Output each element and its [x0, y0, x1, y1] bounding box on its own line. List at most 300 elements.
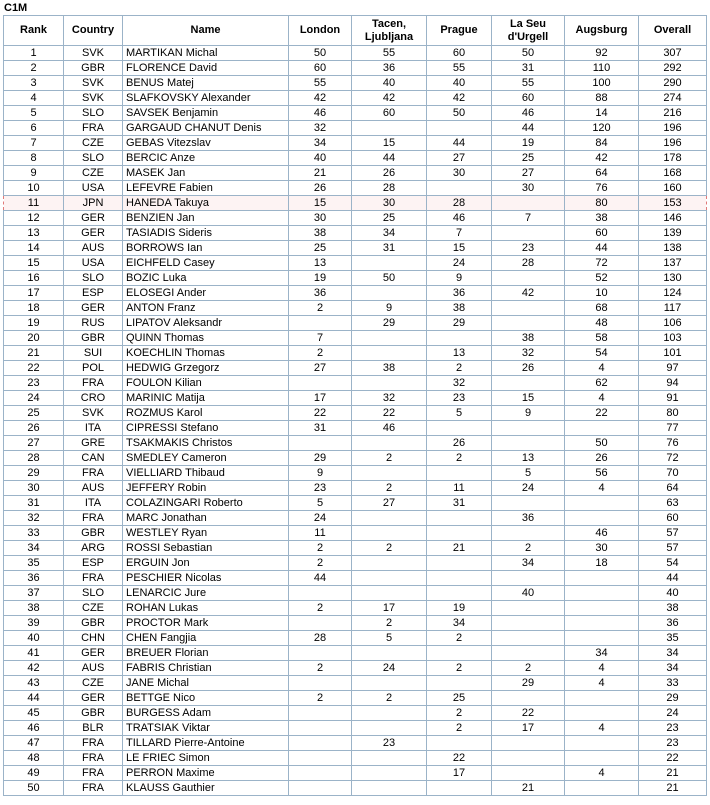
- name-cell: VIELLIARD Thibaud: [123, 466, 289, 481]
- london-cell: 2: [289, 346, 352, 361]
- la-seu-cell: [492, 751, 565, 766]
- overall-cell: 130: [639, 271, 707, 286]
- table-row[interactable]: [4, 676, 707, 691]
- table-row[interactable]: [4, 241, 707, 256]
- la-seu-cell: [492, 646, 565, 661]
- rank-cell: 49: [4, 766, 64, 781]
- table-row[interactable]: [4, 511, 707, 526]
- country-cell: SUI: [64, 346, 123, 361]
- table-row[interactable]: [4, 661, 707, 676]
- london-cell: 24: [289, 511, 352, 526]
- table-row[interactable]: [4, 376, 707, 391]
- header-rank[interactable]: Rank: [4, 16, 64, 46]
- overall-cell: 21: [639, 781, 707, 796]
- table-row[interactable]: [4, 316, 707, 331]
- table-row[interactable]: [4, 616, 707, 631]
- tacen-cell: 9: [352, 301, 427, 316]
- rank-cell: 32: [4, 511, 64, 526]
- prague-cell: 13: [427, 346, 492, 361]
- la-seu-cell: 5: [492, 466, 565, 481]
- prague-cell: 2: [427, 451, 492, 466]
- rank-cell: 5: [4, 106, 64, 121]
- prague-cell: 36: [427, 286, 492, 301]
- table-row[interactable]: [4, 481, 707, 496]
- table-row[interactable]: [4, 256, 707, 271]
- overall-cell: 91: [639, 391, 707, 406]
- overall-cell: 196: [639, 121, 707, 136]
- augsburg-cell: 38: [565, 211, 639, 226]
- la-seu-cell: 2: [492, 541, 565, 556]
- tacen-cell: 24: [352, 661, 427, 676]
- table-row[interactable]: [4, 346, 707, 361]
- la-seu-cell: [492, 616, 565, 631]
- london-cell: 42: [289, 91, 352, 106]
- table-row[interactable]: [4, 61, 707, 76]
- la-seu-cell: 28: [492, 256, 565, 271]
- table-row[interactable]: [4, 391, 707, 406]
- table-row[interactable]: [4, 406, 707, 421]
- augsburg-cell: 76: [565, 181, 639, 196]
- augsburg-cell: 26: [565, 451, 639, 466]
- tacen-cell: 38: [352, 361, 427, 376]
- overall-cell: 146: [639, 211, 707, 226]
- table-row[interactable]: [4, 781, 707, 796]
- prague-cell: 46: [427, 211, 492, 226]
- tacen-cell: 28: [352, 181, 427, 196]
- country-cell: GER: [64, 211, 123, 226]
- augsburg-cell: [565, 496, 639, 511]
- table-row[interactable]: [4, 91, 707, 106]
- london-cell: 21: [289, 166, 352, 181]
- london-cell: 11: [289, 526, 352, 541]
- augsburg-cell: 4: [565, 721, 639, 736]
- rank-cell: 1: [4, 46, 64, 61]
- augsburg-cell: 34: [565, 646, 639, 661]
- overall-cell: 24: [639, 706, 707, 721]
- tacen-cell: 40: [352, 76, 427, 91]
- tacen-cell: [352, 706, 427, 721]
- london-cell: 2: [289, 601, 352, 616]
- country-cell: SLO: [64, 151, 123, 166]
- prague-cell: 34: [427, 616, 492, 631]
- rank-cell: 34: [4, 541, 64, 556]
- overall-cell: 106: [639, 316, 707, 331]
- augsburg-cell: 110: [565, 61, 639, 76]
- prague-cell: [427, 646, 492, 661]
- table-row[interactable]: [4, 76, 707, 91]
- country-cell: GBR: [64, 61, 123, 76]
- tacen-cell: [352, 331, 427, 346]
- la-seu-cell: 19: [492, 136, 565, 151]
- tacen-cell: [352, 781, 427, 796]
- rank-cell: 15: [4, 256, 64, 271]
- prague-cell: 50: [427, 106, 492, 121]
- rank-cell: 21: [4, 346, 64, 361]
- table-row[interactable]: [4, 331, 707, 346]
- prague-cell: 27: [427, 151, 492, 166]
- tacen-cell: 27: [352, 496, 427, 511]
- augsburg-cell: 64: [565, 166, 639, 181]
- tacen-cell: 22: [352, 406, 427, 421]
- la-seu-cell: 25: [492, 151, 565, 166]
- rank-cell: 17: [4, 286, 64, 301]
- augsburg-cell: 54: [565, 346, 639, 361]
- name-cell: ELOSEGI Ander: [123, 286, 289, 301]
- name-cell: BORROWS Ian: [123, 241, 289, 256]
- rank-cell: 3: [4, 76, 64, 91]
- name-cell: JEFFERY Robin: [123, 481, 289, 496]
- header-tacen-ljubljana[interactable]: Tacen, Ljubljana: [352, 16, 427, 46]
- rank-cell: 24: [4, 391, 64, 406]
- rank-cell: 13: [4, 226, 64, 241]
- overall-cell: 160: [639, 181, 707, 196]
- augsburg-cell: 46: [565, 526, 639, 541]
- name-cell: SAVSEK Benjamin: [123, 106, 289, 121]
- la-seu-cell: [492, 736, 565, 751]
- country-cell: USA: [64, 256, 123, 271]
- london-cell: 38: [289, 226, 352, 241]
- rank-cell: 50: [4, 781, 64, 796]
- table-row[interactable]: [4, 271, 707, 286]
- rank-cell: 9: [4, 166, 64, 181]
- prague-cell: 21: [427, 541, 492, 556]
- prague-cell: 2: [427, 721, 492, 736]
- rank-cell: 33: [4, 526, 64, 541]
- table-row[interactable]: [4, 361, 707, 376]
- name-cell: MARC Jonathan: [123, 511, 289, 526]
- table-row[interactable]: [4, 106, 707, 121]
- augsburg-cell: 68: [565, 301, 639, 316]
- country-cell: GER: [64, 646, 123, 661]
- name-cell: LIPATOV Aleksandr: [123, 316, 289, 331]
- augsburg-cell: 48: [565, 316, 639, 331]
- tacen-cell: 34: [352, 226, 427, 241]
- la-seu-cell: [492, 601, 565, 616]
- table-caption: C1M: [4, 2, 28, 14]
- table-row[interactable]: [4, 631, 707, 646]
- table-row[interactable]: [4, 556, 707, 571]
- country-cell: CZE: [64, 136, 123, 151]
- la-seu-cell: 46: [492, 106, 565, 121]
- header-name[interactable]: Name: [123, 16, 289, 46]
- tacen-cell: [352, 751, 427, 766]
- rank-cell: 42: [4, 661, 64, 676]
- table-row[interactable]: [4, 46, 707, 61]
- table-row[interactable]: [4, 121, 707, 136]
- prague-cell: [427, 526, 492, 541]
- table-row[interactable]: [4, 691, 707, 706]
- country-cell: GBR: [64, 526, 123, 541]
- augsburg-cell: 72: [565, 256, 639, 271]
- augsburg-cell: 100: [565, 76, 639, 91]
- table-row[interactable]: [4, 736, 707, 751]
- la-seu-cell: 9: [492, 406, 565, 421]
- augsburg-cell: [565, 781, 639, 796]
- tacen-cell: 60: [352, 106, 427, 121]
- prague-cell: 31: [427, 496, 492, 511]
- table-row[interactable]: [4, 226, 707, 241]
- name-cell: LEFEVRE Fabien: [123, 181, 289, 196]
- country-cell: SVK: [64, 76, 123, 91]
- table-row[interactable]: [4, 151, 707, 166]
- prague-cell: [427, 736, 492, 751]
- augsburg-cell: 84: [565, 136, 639, 151]
- overall-cell: 57: [639, 541, 707, 556]
- tacen-cell: 36: [352, 61, 427, 76]
- london-cell: [289, 676, 352, 691]
- header-augsburg[interactable]: Augsburg: [565, 16, 639, 46]
- prague-cell: 42: [427, 91, 492, 106]
- header-london[interactable]: London: [289, 16, 352, 46]
- country-cell: GER: [64, 301, 123, 316]
- la-seu-cell: 30: [492, 181, 565, 196]
- overall-cell: 60: [639, 511, 707, 526]
- tacen-cell: 55: [352, 46, 427, 61]
- table-row[interactable]: [4, 721, 707, 736]
- augsburg-cell: 22: [565, 406, 639, 421]
- augsburg-cell: [565, 631, 639, 646]
- header-la-seu-durgell[interactable]: La Seu d'Urgell: [492, 16, 565, 46]
- country-cell: CAN: [64, 451, 123, 466]
- tacen-cell: [352, 121, 427, 136]
- table-row[interactable]: [4, 766, 707, 781]
- name-cell: GARGAUD CHANUT Denis: [123, 121, 289, 136]
- overall-cell: 290: [639, 76, 707, 91]
- table-row[interactable]: [4, 526, 707, 541]
- la-seu-cell: 31: [492, 61, 565, 76]
- prague-cell: 55: [427, 61, 492, 76]
- overall-cell: 97: [639, 361, 707, 376]
- augsburg-cell: 4: [565, 661, 639, 676]
- table-row[interactable]: [4, 211, 707, 226]
- country-cell: CZE: [64, 676, 123, 691]
- rank-cell: 11: [4, 196, 64, 211]
- table-row[interactable]: [4, 301, 707, 316]
- table-row[interactable]: [4, 601, 707, 616]
- la-seu-cell: [492, 271, 565, 286]
- country-cell: SLO: [64, 106, 123, 121]
- overall-cell: 54: [639, 556, 707, 571]
- la-seu-cell: [492, 436, 565, 451]
- london-cell: 40: [289, 151, 352, 166]
- name-cell: CHEN Fangjia: [123, 631, 289, 646]
- table-row[interactable]: [4, 181, 707, 196]
- rank-cell: 40: [4, 631, 64, 646]
- london-cell: [289, 376, 352, 391]
- prague-cell: 2: [427, 706, 492, 721]
- london-cell: 9: [289, 466, 352, 481]
- table-row[interactable]: [4, 586, 707, 601]
- table-row[interactable]: [4, 706, 707, 721]
- tacen-cell: [352, 646, 427, 661]
- augsburg-cell: 80: [565, 196, 639, 211]
- country-cell: BLR: [64, 721, 123, 736]
- overall-cell: 77: [639, 421, 707, 436]
- prague-cell: 2: [427, 361, 492, 376]
- overall-cell: 57: [639, 526, 707, 541]
- name-cell: BREUER Florian: [123, 646, 289, 661]
- la-seu-cell: [492, 691, 565, 706]
- la-seu-cell: 15: [492, 391, 565, 406]
- augsburg-cell: [565, 571, 639, 586]
- table-row[interactable]: [4, 286, 707, 301]
- name-cell: WESTLEY Ryan: [123, 526, 289, 541]
- prague-cell: 17: [427, 766, 492, 781]
- augsburg-cell: 4: [565, 766, 639, 781]
- rank-cell: 12: [4, 211, 64, 226]
- tacen-cell: 25: [352, 211, 427, 226]
- rank-cell: 28: [4, 451, 64, 466]
- country-cell: GER: [64, 226, 123, 241]
- tacen-cell: 32: [352, 391, 427, 406]
- london-cell: [289, 766, 352, 781]
- la-seu-cell: [492, 496, 565, 511]
- london-cell: 46: [289, 106, 352, 121]
- london-cell: 2: [289, 556, 352, 571]
- prague-cell: 40: [427, 76, 492, 91]
- tacen-cell: [352, 556, 427, 571]
- augsburg-cell: 18: [565, 556, 639, 571]
- rank-cell: 10: [4, 181, 64, 196]
- la-seu-cell: [492, 301, 565, 316]
- tacen-cell: [352, 511, 427, 526]
- augsburg-cell: 92: [565, 46, 639, 61]
- country-cell: ITA: [64, 421, 123, 436]
- table-row[interactable]: [4, 421, 707, 436]
- country-cell: RUS: [64, 316, 123, 331]
- rank-cell: 6: [4, 121, 64, 136]
- overall-cell: 38: [639, 601, 707, 616]
- table-row[interactable]: [4, 646, 707, 661]
- la-seu-cell: [492, 316, 565, 331]
- overall-cell: 216: [639, 106, 707, 121]
- prague-cell: [427, 571, 492, 586]
- london-cell: 15: [289, 196, 352, 211]
- london-cell: 22: [289, 406, 352, 421]
- rank-cell: 18: [4, 301, 64, 316]
- tacen-cell: [352, 526, 427, 541]
- overall-cell: 34: [639, 646, 707, 661]
- la-seu-cell: [492, 631, 565, 646]
- prague-cell: 44: [427, 136, 492, 151]
- london-cell: 5: [289, 496, 352, 511]
- table-row[interactable]: [4, 466, 707, 481]
- header-overall[interactable]: Overall: [639, 16, 707, 46]
- country-cell: FRA: [64, 571, 123, 586]
- table-row[interactable]: [4, 496, 707, 511]
- augsburg-cell: [565, 706, 639, 721]
- country-cell: CRO: [64, 391, 123, 406]
- augsburg-cell: 58: [565, 331, 639, 346]
- tacen-cell: 2: [352, 541, 427, 556]
- name-cell: ROHAN Lukas: [123, 601, 289, 616]
- country-cell: GER: [64, 691, 123, 706]
- la-seu-cell: 22: [492, 706, 565, 721]
- name-cell: LE FRIEC Simon: [123, 751, 289, 766]
- country-cell: FRA: [64, 781, 123, 796]
- table-row[interactable]: [4, 751, 707, 766]
- prague-cell: 5: [427, 406, 492, 421]
- rank-cell: 14: [4, 241, 64, 256]
- rank-cell: 31: [4, 496, 64, 511]
- country-cell: ESP: [64, 286, 123, 301]
- la-seu-cell: 32: [492, 346, 565, 361]
- table-row[interactable]: [4, 136, 707, 151]
- london-cell: 2: [289, 301, 352, 316]
- name-cell: FABRIS Christian: [123, 661, 289, 676]
- name-cell: ROSSI Sebastian: [123, 541, 289, 556]
- tacen-cell: 29: [352, 316, 427, 331]
- tacen-cell: 23: [352, 736, 427, 751]
- tacen-cell: 30: [352, 196, 427, 211]
- rank-cell: 20: [4, 331, 64, 346]
- table-row[interactable]: [4, 436, 707, 451]
- name-cell: HANEDA Takuya: [123, 196, 289, 211]
- london-cell: 31: [289, 421, 352, 436]
- name-cell: GEBAS Vitezslav: [123, 136, 289, 151]
- augsburg-cell: [565, 586, 639, 601]
- la-seu-cell: 40: [492, 586, 565, 601]
- tacen-cell: [352, 376, 427, 391]
- rank-cell: 16: [4, 271, 64, 286]
- table-row[interactable]: [4, 196, 707, 211]
- name-cell: FOULON Kilian: [123, 376, 289, 391]
- table-row[interactable]: [4, 166, 707, 181]
- la-seu-cell: [492, 421, 565, 436]
- country-cell: FRA: [64, 121, 123, 136]
- augsburg-cell: 4: [565, 481, 639, 496]
- london-cell: 19: [289, 271, 352, 286]
- augsburg-cell: 52: [565, 271, 639, 286]
- la-seu-cell: 44: [492, 121, 565, 136]
- la-seu-cell: [492, 376, 565, 391]
- header-prague[interactable]: Prague: [427, 16, 492, 46]
- rank-cell: 47: [4, 736, 64, 751]
- name-cell: PERRON Maxime: [123, 766, 289, 781]
- augsburg-cell: 4: [565, 676, 639, 691]
- rank-cell: 38: [4, 601, 64, 616]
- prague-cell: [427, 676, 492, 691]
- table-row[interactable]: [4, 451, 707, 466]
- overall-cell: 80: [639, 406, 707, 421]
- table-row[interactable]: [4, 541, 707, 556]
- augsburg-cell: 10: [565, 286, 639, 301]
- london-cell: 32: [289, 121, 352, 136]
- tacen-cell: 46: [352, 421, 427, 436]
- tacen-cell: 5: [352, 631, 427, 646]
- name-cell: BETTGE Nico: [123, 691, 289, 706]
- country-cell: SVK: [64, 91, 123, 106]
- tacen-cell: 2: [352, 691, 427, 706]
- overall-cell: 23: [639, 721, 707, 736]
- name-cell: SLAFKOVSKY Alexander: [123, 91, 289, 106]
- country-cell: USA: [64, 181, 123, 196]
- name-cell: TILLARD Pierre-Antoine: [123, 736, 289, 751]
- country-cell: GBR: [64, 331, 123, 346]
- country-cell: AUS: [64, 241, 123, 256]
- country-cell: FRA: [64, 736, 123, 751]
- tacen-cell: [352, 286, 427, 301]
- table-row[interactable]: [4, 571, 707, 586]
- name-cell: BERCIC Anze: [123, 151, 289, 166]
- augsburg-cell: 4: [565, 361, 639, 376]
- prague-cell: 22: [427, 751, 492, 766]
- header-country[interactable]: Country: [64, 16, 123, 46]
- augsburg-cell: [565, 736, 639, 751]
- augsburg-cell: [565, 601, 639, 616]
- name-cell: MASEK Jan: [123, 166, 289, 181]
- prague-cell: 29: [427, 316, 492, 331]
